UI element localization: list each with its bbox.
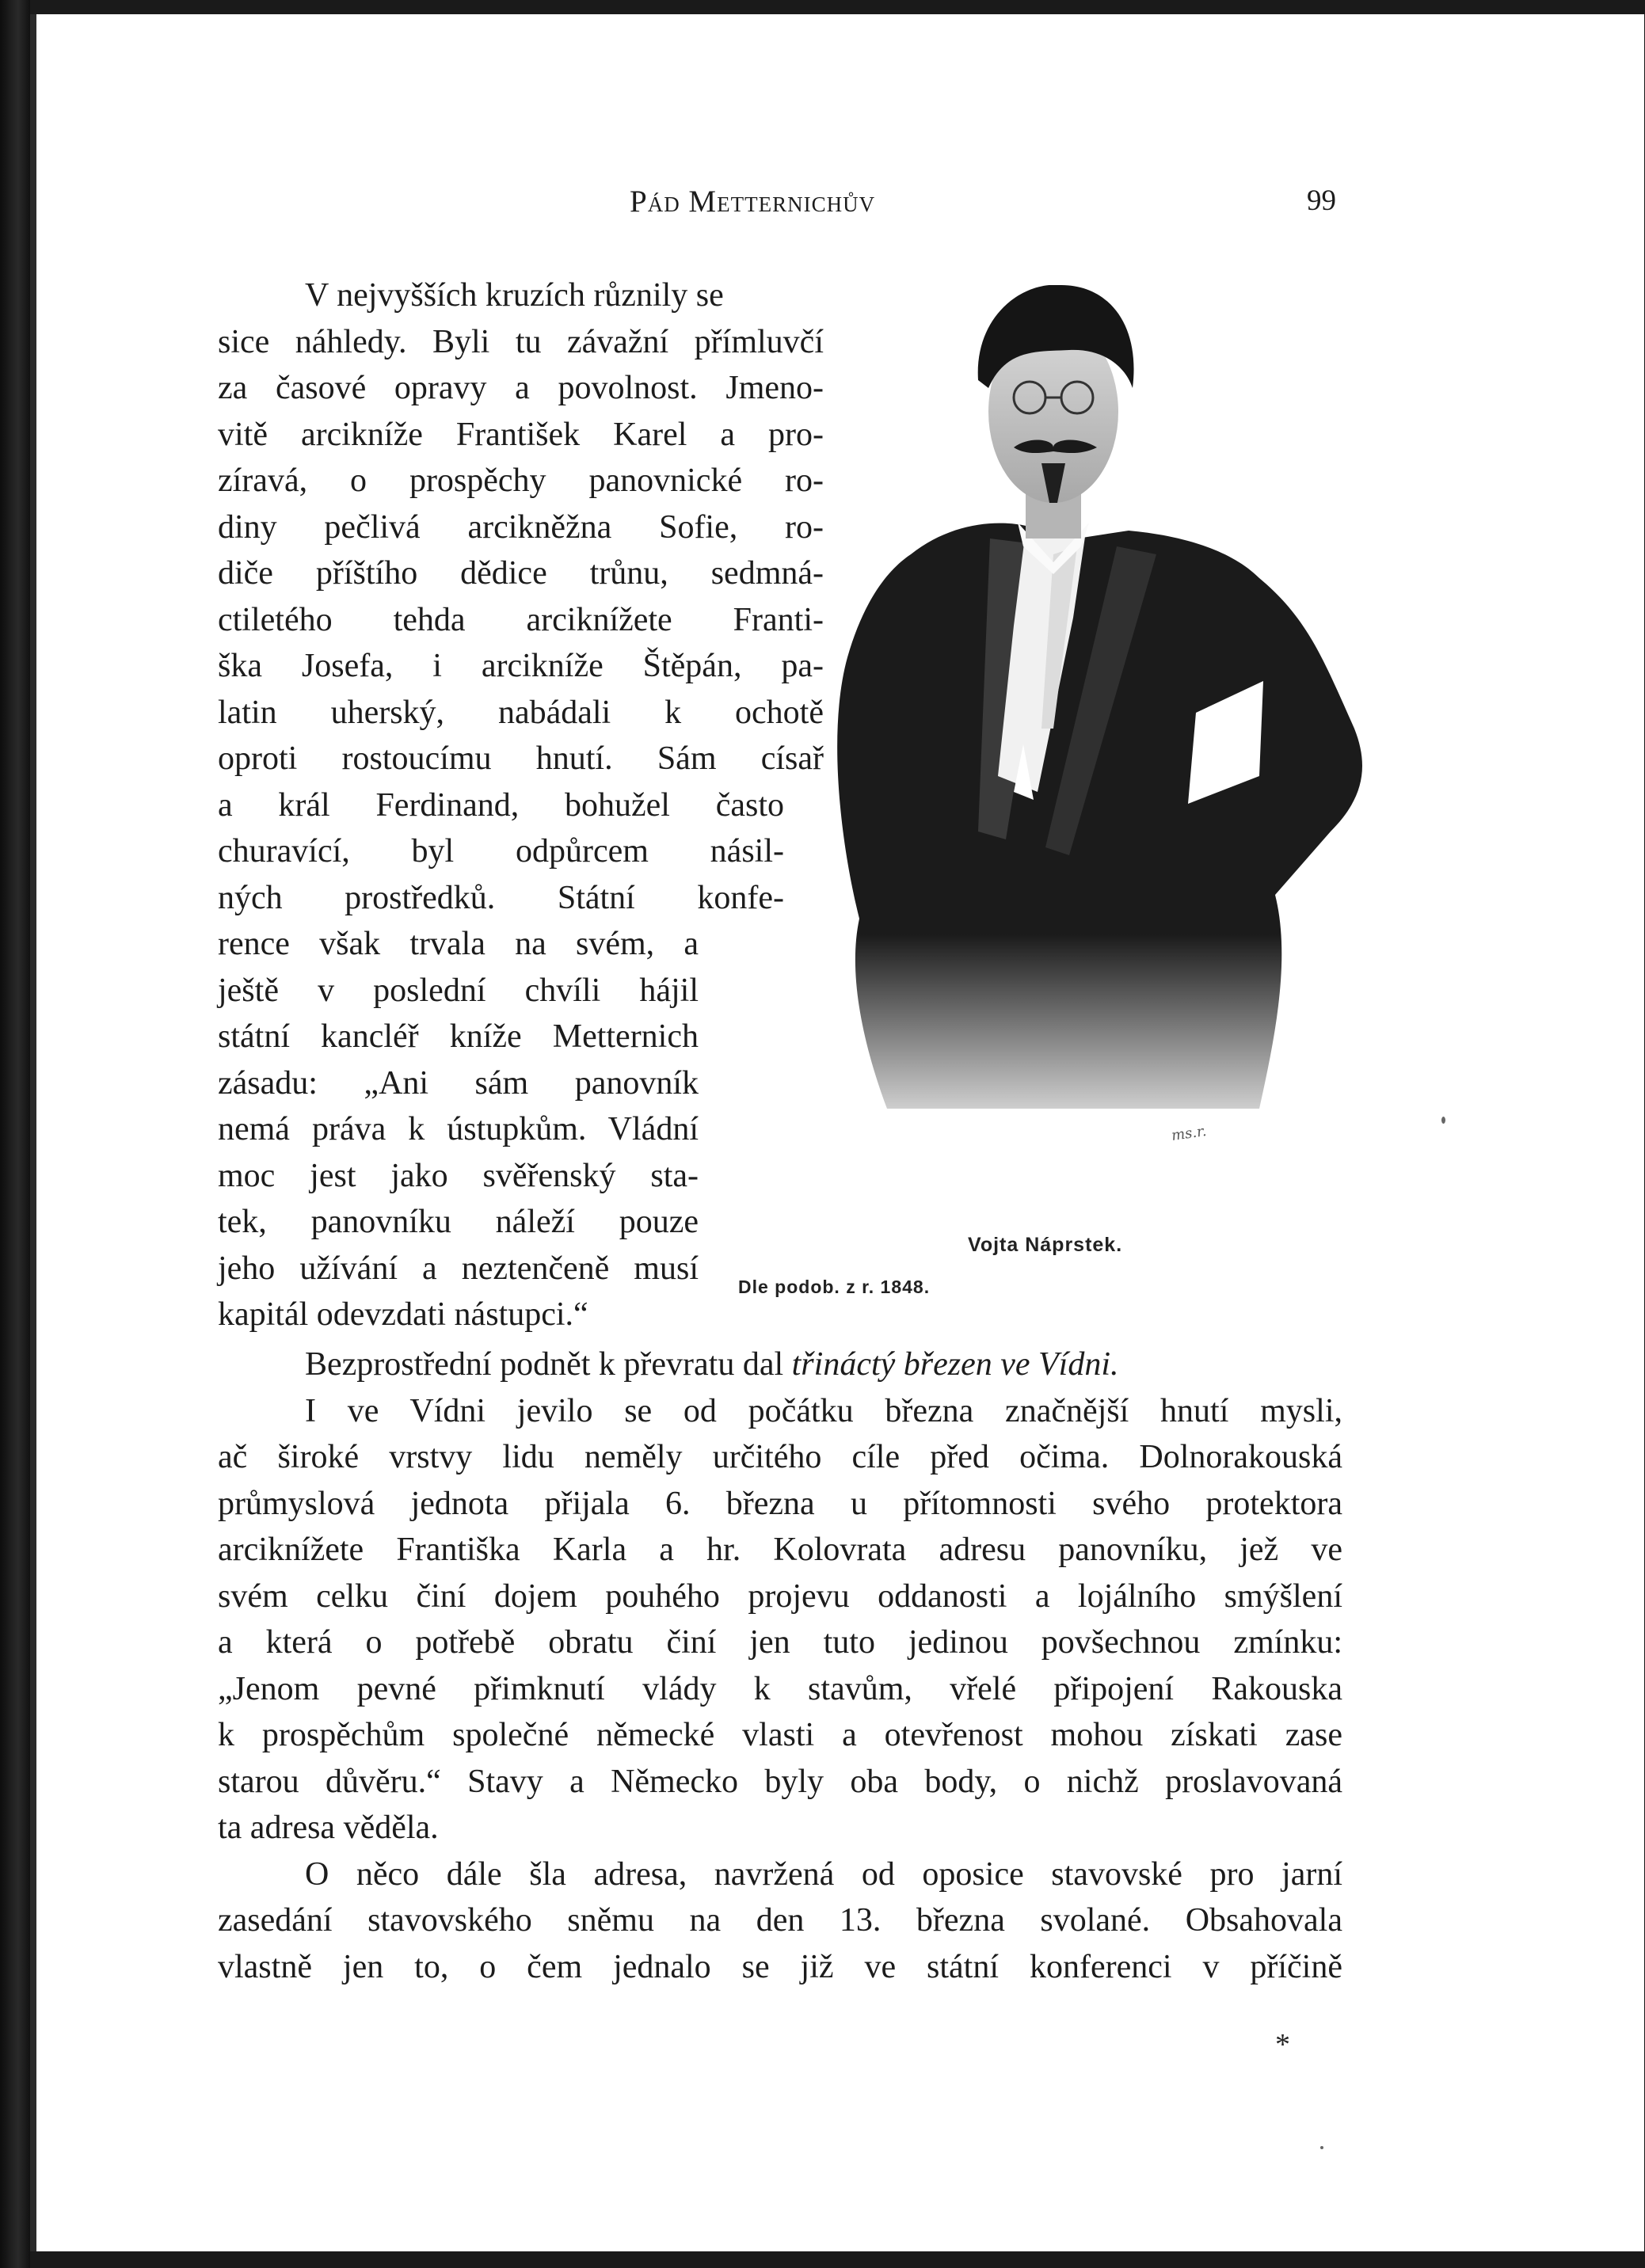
text-line: arciknížete Františka Karla a hr. Kolovrata adresu panovníku, jež ve <box>218 1532 1342 1568</box>
text-line: zasedání stavovského sněmu na den 13. března svolané. Obsahovala <box>218 1902 1342 1939</box>
text-line: průmyslová jednota přijala 6. března u přítomnosti svého protektora <box>218 1485 1342 1522</box>
text-line: ných prostředků. Státní konfe- <box>218 879 784 916</box>
book-spine-shadow <box>0 0 30 2268</box>
text-line: za časové opravy a povolnost. Jmeno- <box>218 370 824 406</box>
text-line: a král Ferdinand, bohužel často <box>218 786 784 824</box>
text-line: starou důvěru.“ Stavy a Německo byly oba body, o nichž proslavovaná <box>218 1763 1342 1800</box>
text-line: diče příštího dědice trůnu, sedmná- <box>218 555 824 592</box>
text-line: svém celku činí dojem pouhého projevu oddanosti a lojálního smýšlení <box>218 1577 1342 1615</box>
print-speck <box>1320 2146 1323 2149</box>
figure-caption-source: Dle podob. z r. 1848. <box>738 1277 931 1297</box>
running-head: Pád Metternichův <box>630 185 876 219</box>
photo-signature: ms.r. <box>1170 1122 1208 1144</box>
portrait-photo <box>816 285 1386 1156</box>
text-line: V nejvyšších kruzích různily se <box>305 277 724 314</box>
print-speck <box>1441 1117 1445 1124</box>
text-line: oproti rostoucímu hnutí. Sám císař <box>218 740 824 777</box>
text-line: nemá práva k ústupkům. Vládní <box>218 1111 699 1147</box>
text-line: zíravá, o prospěchy panovnické ro- <box>218 462 824 499</box>
text-span: Bezprostřední podnět k převratu dal <box>305 1346 792 1383</box>
text-line: zásadu: „Ani sám panovník <box>218 1064 699 1102</box>
emphasis-text: třináctý březen ve Vídni. <box>791 1346 1119 1383</box>
figure-caption-name: Vojta Náprstek. <box>968 1234 1123 1256</box>
page-number: 99 <box>1307 185 1336 217</box>
text-line: I ve Vídni jevilo se od počátku března značnější hnutí mysli, <box>305 1392 1342 1429</box>
text-line: kapitál odevzdati nástupci.“ <box>218 1296 588 1333</box>
text-line: jeho užívání a neztenčeně musí <box>218 1250 699 1287</box>
text-line: moc jest jako svěřenský sta- <box>218 1157 699 1194</box>
text-line: ta adresa věděla. <box>218 1809 439 1846</box>
text-line: rence však trvala na svém, a <box>218 926 699 962</box>
text-line: ška Josefa, i arcikníže Štěpán, pa- <box>218 648 824 684</box>
text-line: churavící, byl odpůrcem násil- <box>218 833 784 870</box>
text-line: vlastně jen to, o čem jednalo se již ve státní konferenci v příčině <box>218 1948 1342 1985</box>
text-line: vitě arcikníže František Karel a pro- <box>218 416 824 453</box>
portrait-illustration <box>816 285 1386 1156</box>
text-line: k prospěchům společné německé vlasti a otevřenost mohou získati zase <box>218 1717 1342 1753</box>
text-line: ctiletého tehda arciknížete Franti- <box>218 601 824 638</box>
text-line: státní kancléř kníže Metternich <box>218 1018 699 1055</box>
text-line: latin uherský, nabádali k ochotě <box>218 694 824 731</box>
text-line: O něco dále šla adresa, navržená od oposice stavovské pro jarní <box>305 1855 1342 1893</box>
text-line <box>305 1342 1119 1387</box>
text-line: ač široké vrstvy lidu neměly určitého cíle před očima. Dolnorakouská <box>218 1439 1342 1475</box>
text-line: tek, panovníku náleží pouze <box>218 1204 699 1240</box>
text-line: ještě v poslední chvíli hájil <box>218 972 699 1009</box>
text-line: sice náhledy. Byli tu závažní přímluvčí <box>218 323 824 360</box>
text-line: a která o potřebě obratu činí jen tuto jedinou povšechnou zmínku: <box>218 1624 1342 1661</box>
signature-mark: * <box>1275 2028 1290 2061</box>
text-line: „Jenom pevné přimknutí vlády k stavům, vřelé připojení Rakouska <box>218 1670 1342 1707</box>
text-line: diny pečlivá arcikněžna Sofie, ro- <box>218 508 824 546</box>
